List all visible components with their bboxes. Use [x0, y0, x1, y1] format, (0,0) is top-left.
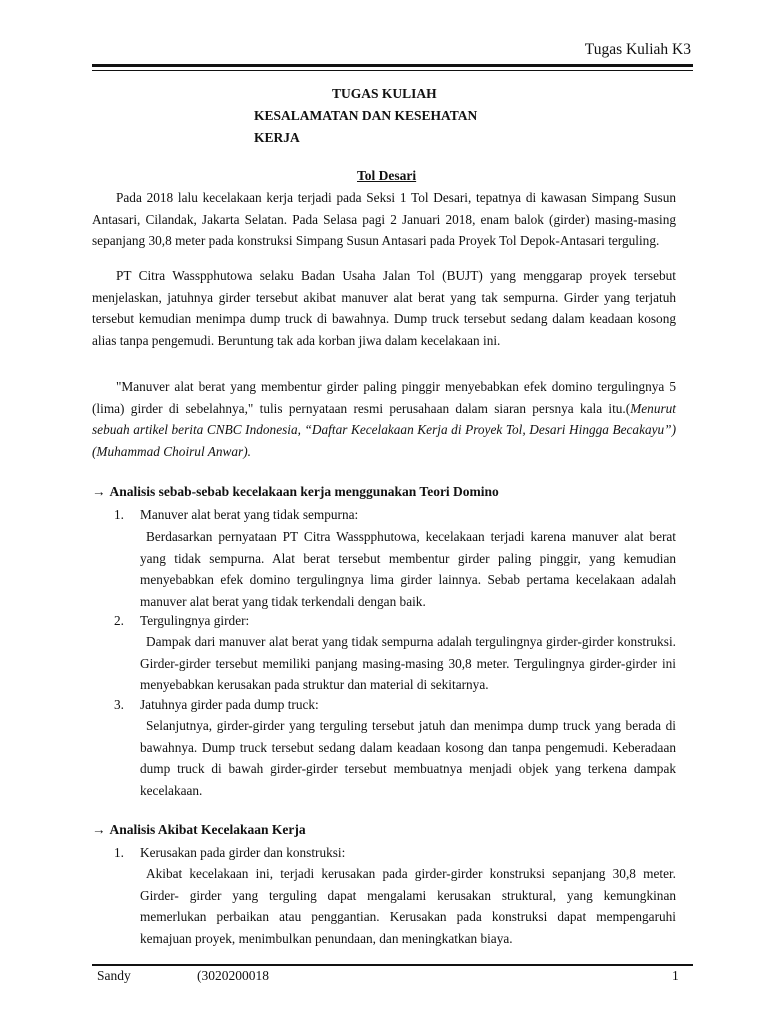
title-line-1: TUGAS KULIAH [332, 86, 437, 101]
subtitle: Tol Desari [357, 168, 417, 183]
footer-author-name: Sandy [97, 968, 131, 983]
list-item-body: Berdasarkan pernyataan PT Citra Wasspphutowa, kecelakaan terjadi karena manuver alat berat yang tidak sempurna. Alat berat tersebut membentur girder paling pinggir, yang kemudian menyebabkan efek domino tergulingnya lima girder lainnya. Sebab pertama kecelakaan adalah manuver alat berat yang tidak terkendali dengan baik. [140, 529, 676, 609]
list-item-body: Selanjutnya, girder-girder yang terguling tersebut jatuh dan menimpa dump truck yang berada di bawahnya. Dump truck tersebut sedang dalam keadaan kosong dan tanpa pengemudi. Keberadaan dump truck di bawah girder-girder tersebut membuatnya menjadi objek yang terkena dampak kecelakaan. [140, 718, 676, 798]
section-heading-text: Analisis sebab-sebab kecelakaan kerja menggunakan Teori Domino [109, 484, 499, 499]
list-item-body: Dampak dari manuver alat berat yang tidak sempurna adalah tergulingnya girder-girder konstruksi. Girder-girder tersebut memiliki panjang masing-masing 30,8 meter. Tergulingnya girder-girder ini menyebabkan kerusakan pada struktur dan material di sekitarnya. [140, 634, 676, 692]
list-number: 2. [114, 613, 124, 628]
list-number: 1. [114, 845, 124, 860]
list-item-title: Jatuhnya girder pada dump truck: [140, 697, 319, 712]
section-heading-causes [92, 484, 499, 500]
arrow-icon: → [92, 822, 106, 837]
section-heading-text: Analisis Akibat Kecelakaan Kerja [109, 822, 306, 837]
paragraph-company-statement: PT Citra Wasspphutowa selaku Badan Usaha Jalan Tol (BUJT) yang menggarap proyek tersebut menjelaskan, jatuhnya girder tersebut akibat manuver alat berat yang tak sempurna. Girder yang terjatuh tersebut kemudian menimpa dump truck di bawahnya. Dump truck tersebut sedang dalam keadaan kosong alias tanpa pengemudi. Beruntung tak ada korban jiwa dalam kecelakaan ini. [92, 268, 676, 348]
header-rule-thick [92, 64, 693, 67]
paragraph-quote [92, 376, 676, 462]
citation-text: Menurut sebuah artikel berita CNBC Indonesia, “Daftar Kecelakaan Kerja di Proyek Tol, Desari Hingga Becakayu”) (Muhammad Choirul Anwar). [92, 400, 676, 459]
list-number: 3. [114, 697, 124, 712]
arrow-icon: → [92, 484, 106, 499]
footer-student-id: (3020200018 [197, 968, 269, 983]
list-item-title: Manuver alat berat yang tidak sempurna: [140, 507, 359, 522]
quote-text: "Manuver alat berat yang membentur girder paling pinggir menyebabkan efek domino tergulingnya 5 (lima) girder di sebelahnya," tulis pernyataan resmi perusahaan dalam siaran persnya kala itu.( [92, 379, 676, 416]
header-rule-thin [92, 70, 693, 71]
footer-rule [92, 964, 693, 966]
list-item-body: Akibat kecelakaan ini, terjadi kerusakan pada girder-girder konstruksi sepanjang 30,8 meter. Girder- girder yang terguling dapat mengalami kerusakan struktural, yang kemungkinan memerlukan perbaikan atau penggantian. Kerusakan pada konstruksi dapat mempengaruhi kemajuan proyek, menimbulkan penundaan, dan meningkatkan biaya. [140, 866, 676, 946]
document-header-label: Tugas Kuliah K3 [584, 41, 691, 58]
title-line-3: KERJA [254, 130, 300, 145]
section-heading-effects [92, 822, 306, 838]
list-number: 1. [114, 507, 124, 522]
title-line-2: KESALAMATAN DAN KESEHATAN [254, 108, 478, 123]
paragraph-intro: Pada 2018 lalu kecelakaan kerja terjadi pada Seksi 1 Tol Desari, tepatnya di kawasan Simpang Susun Antasari, Cilandak, Jakarta Selatan. Pada Selasa pagi 2 Januari 2018, enam balok (girder) masing-masing sepanjang 30,8 meter pada konstruksi Simpang Susun Antasari pada Proyek Tol Depok-Antasari terguling. [92, 190, 676, 248]
list-item-title: Tergulingnya girder: [140, 613, 250, 628]
list-item-title: Kerusakan pada girder dan konstruksi: [140, 845, 346, 860]
footer-page-number: 1 [672, 968, 679, 983]
